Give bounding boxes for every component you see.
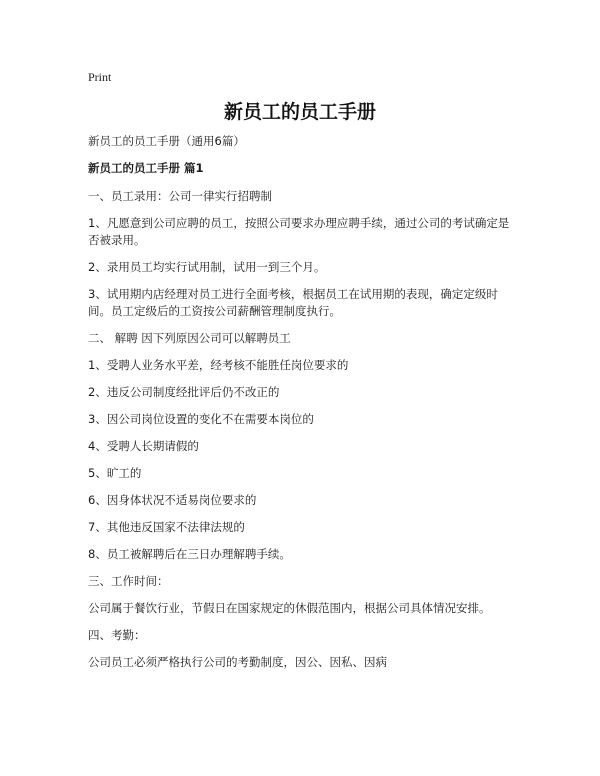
paragraph-employment: 一、员工录用：公司一律实行招聘制 xyxy=(88,189,272,203)
paragraph-attendance: 四、考勤： xyxy=(88,628,146,642)
paragraph-work-hours-detail: 公司属于餐饮行业，节假日在国家规定的休假范围内，根据公司具体情况安排。 xyxy=(88,601,491,615)
print-link[interactable]: Print xyxy=(88,70,112,84)
document-body xyxy=(88,133,520,681)
paragraph-dismissal-3: 3、因公司岗位设置的变化不在需要本岗位的 xyxy=(88,412,314,426)
document-title: 新员工的员工手册 xyxy=(223,101,376,123)
document-subtitle: 新员工的员工手册（通用6篇） xyxy=(88,134,245,148)
paragraph-work-hours: 三、工作时间： xyxy=(88,574,169,588)
paragraph-employment-3: 3、试用期内店经理对员工进行全面考核，根据员工在试用期的表现，确定定级时间。员工定级后的工资按公司薪酬管理制度执行。 xyxy=(88,287,498,318)
paragraph-dismissal-1: 1、受聘人业务水平差，经考核不能胜任岗位要求的 xyxy=(88,358,349,372)
paragraph-dismissal-5: 5、旷工的 xyxy=(88,466,142,480)
paragraph-dismissal-6: 6、因身体状况不适易岗位要求的 xyxy=(88,493,257,507)
paragraph-dismissal-8: 8、员工被解聘后在三日办理解聘手续。 xyxy=(88,547,291,561)
paragraph-employment-1: 1、凡愿意到公司应聘的员工，按照公司要求办理应聘手续，通过公司的考试确定是否被录用。 xyxy=(88,216,510,247)
paragraph-dismissal-7: 7、其他违反国家不法律法规的 xyxy=(88,520,245,534)
section-heading: 新员工的员工手册 篇1 xyxy=(88,161,204,175)
paragraph-attendance-detail: 公司员工必须严格执行公司的考勤制度，因公、因私、因病 xyxy=(88,655,387,669)
paragraph-employment-2: 2、录用员工均实行试用制，试用一到三个月。 xyxy=(88,260,326,274)
paragraph-dismissal: 二、 解聘 因下列原因公司可以解聘员工 xyxy=(88,331,291,345)
paragraph-dismissal-4: 4、受聘人长期请假的 xyxy=(88,439,199,453)
paragraph-dismissal-2: 2、违反公司制度经批评后仍不改正的 xyxy=(88,385,280,399)
